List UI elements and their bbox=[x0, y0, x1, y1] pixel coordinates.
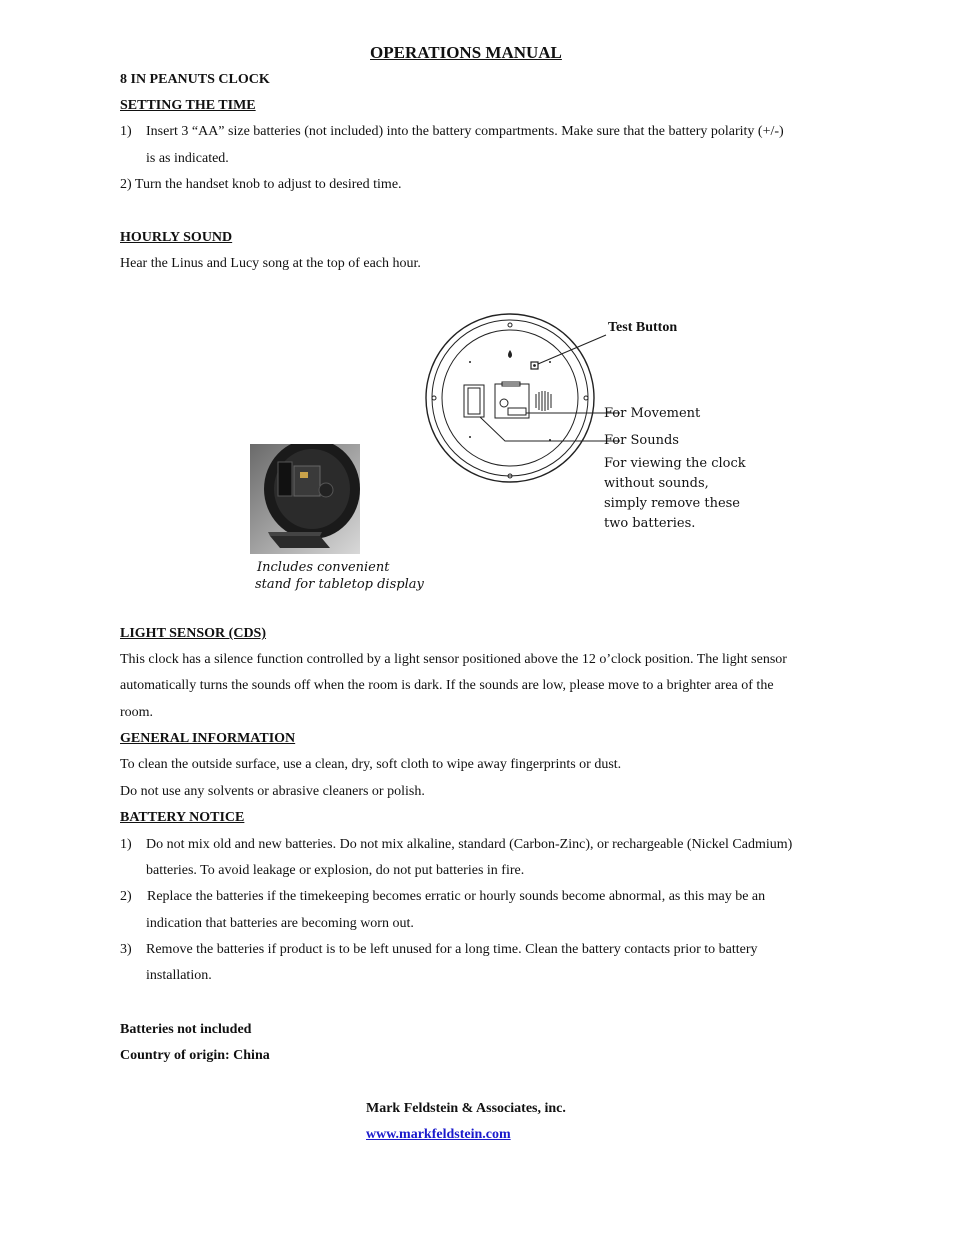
battery-heading: BATTERY NOTICE bbox=[120, 810, 245, 825]
company-name: Mark Feldstein & Associates, inc. bbox=[366, 1101, 566, 1116]
hourly-text: Hear the Linus and Lucy song at the top of each hour. bbox=[120, 256, 421, 271]
for-sounds-label: For Sounds bbox=[604, 433, 679, 448]
setting-item2: 2) Turn the handset knob to adjust to desired time. bbox=[120, 177, 402, 192]
note-line4: two batteries. bbox=[604, 516, 696, 531]
for-movement-label: For Movement bbox=[604, 406, 701, 421]
light-heading: LIGHT SENSOR (CDS) bbox=[120, 626, 267, 641]
setting-item1-line2: is as indicated. bbox=[146, 151, 229, 166]
clock-back-diagram bbox=[420, 312, 620, 492]
light-line3: room. bbox=[120, 705, 154, 720]
note-line3: simply remove these bbox=[604, 496, 740, 511]
company-website-link[interactable]: www.markfeldstein.com bbox=[366, 1127, 511, 1142]
test-button-label: Test Button bbox=[608, 320, 678, 335]
batteries-not-included: Batteries not included bbox=[120, 1022, 252, 1037]
battery-item3-line2: installation. bbox=[146, 968, 212, 983]
general-line1: To clean the outside surface, use a clean, dry, soft cloth to wipe away fingerprints or dust. bbox=[120, 757, 622, 772]
setting-item1-number: 1) bbox=[120, 124, 132, 139]
battery-item1-line2: batteries. To avoid leakage or explosion, do not put batteries in fire. bbox=[146, 863, 525, 878]
setting-item1-line1: Insert 3 “AA” size batteries (not included) into the battery compartments. Make sure that the battery polarity (+/-) bbox=[146, 124, 784, 139]
general-heading: GENERAL INFORMATION bbox=[120, 731, 296, 746]
light-line2: automatically turns the sounds off when the room is dark. If the sounds are low, please move to a brighter area of the bbox=[120, 678, 774, 693]
note-line2: without sounds, bbox=[604, 476, 709, 491]
manual-title: OPERATIONS MANUAL bbox=[370, 43, 562, 62]
battery-item1-number: 1) bbox=[120, 837, 132, 852]
battery-item2-number: 2) bbox=[120, 889, 132, 904]
product-name: 8 IN PEANUTS CLOCK bbox=[120, 72, 270, 87]
hourly-heading: HOURLY SOUND bbox=[120, 230, 233, 245]
photo-caption-line2: stand for tabletop display bbox=[255, 577, 424, 592]
photo-caption-line1: Includes convenient bbox=[257, 560, 390, 575]
country-of-origin: Country of origin: China bbox=[120, 1048, 270, 1063]
note-line1: For viewing the clock bbox=[604, 456, 746, 471]
setting-heading: SETTING THE TIME bbox=[120, 98, 256, 113]
battery-item2-line1: Replace the batteries if the timekeeping becomes erratic or hourly sounds become abnormal, as this may be an bbox=[147, 889, 766, 904]
battery-item3-number: 3) bbox=[120, 942, 132, 957]
general-line2: Do not use any solvents or abrasive cleaners or polish. bbox=[120, 784, 425, 799]
battery-item3-line1: Remove the batteries if product is to be left unused for a long time. Clean the battery contacts prior to battery bbox=[146, 942, 758, 957]
battery-item1-line1: Do not mix old and new batteries. Do not mix alkaline, standard (Carbon-Zinc), or rechargeable (Nickel Cadmium) bbox=[146, 837, 793, 852]
light-line1: This clock has a silence function controlled by a light sensor positioned above the 12 o’clock position. The light sensor bbox=[120, 652, 787, 667]
battery-item2-line2: indication that batteries are becoming worn out. bbox=[146, 916, 414, 931]
clock-stand-photo bbox=[250, 444, 360, 554]
